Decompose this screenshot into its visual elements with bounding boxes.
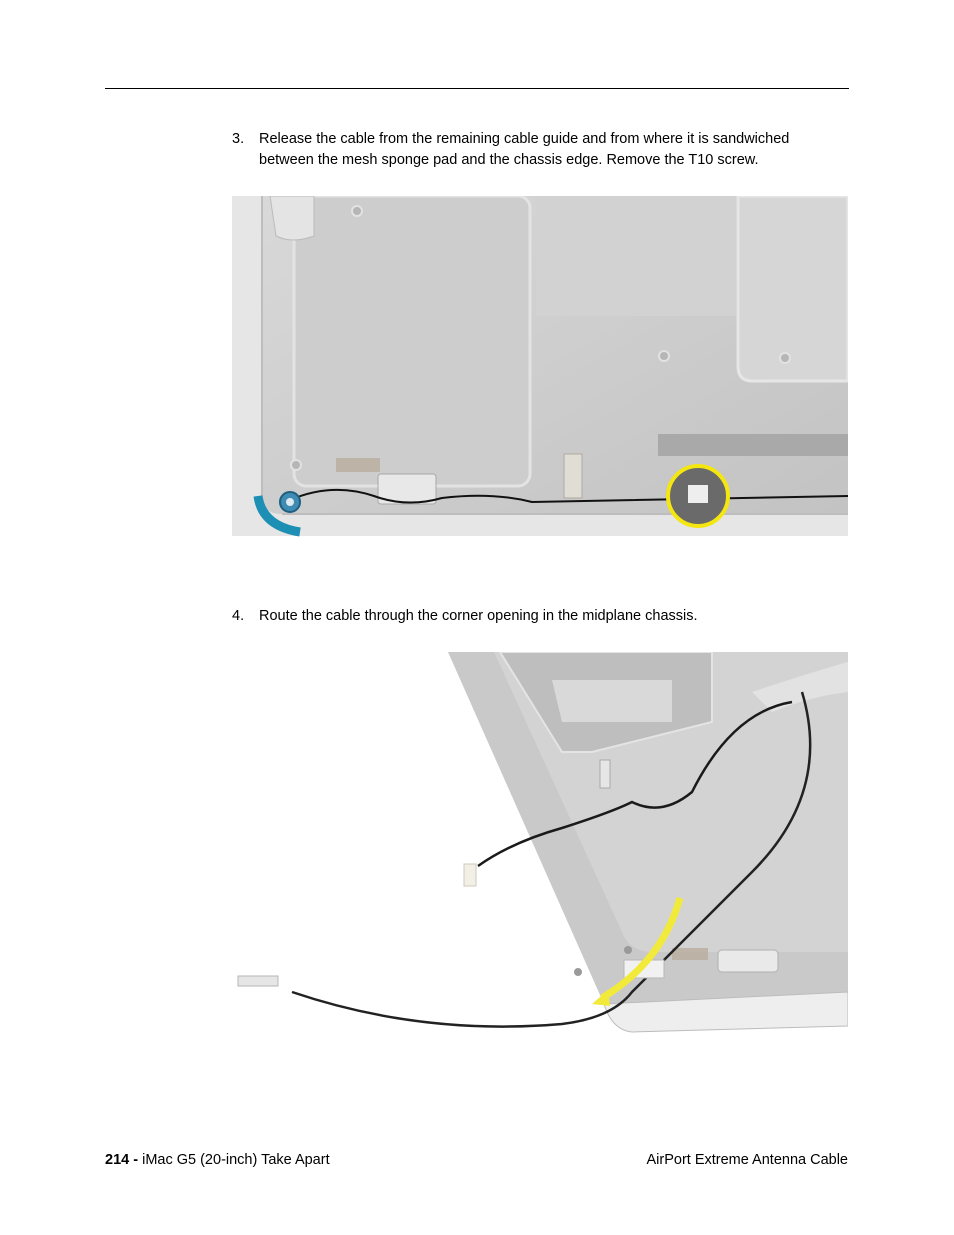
footer-section-title: AirPort Extreme Antenna Cable: [646, 1152, 848, 1168]
step-text-line: Route the cable through the corner opening in the midplane chassis.: [259, 608, 698, 624]
step-text-line: between the mesh sponge pad and the chassis edge. Remove the T10 screw.: [259, 152, 759, 168]
doc-title: iMac G5 (20-inch) Take Apart: [142, 1152, 330, 1168]
step-number: 3.: [232, 131, 245, 147]
step-text-line: Release the cable from the remaining cable guide and from where it is sandwiched: [259, 131, 790, 147]
step-text: [259, 129, 859, 171]
step-text: [259, 606, 859, 627]
header-rule: [105, 88, 849, 89]
step-number: 4.: [232, 608, 245, 624]
page-number: 214 -: [105, 1152, 139, 1168]
footer-left: [105, 1151, 330, 1169]
cable-routing-photo: [232, 652, 848, 1044]
chassis-screw-photo: [232, 196, 848, 568]
